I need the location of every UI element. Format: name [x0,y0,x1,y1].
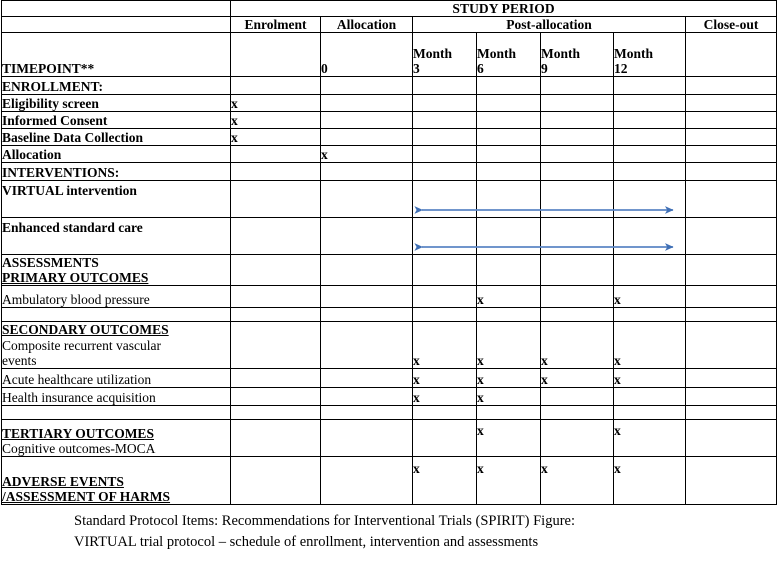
timepoint-month3-word: Month [413,46,453,61]
spacer-secondary-m6-cell [477,405,541,419]
mark-eligibility-screen-enrolment: x [231,95,321,112]
timepoint-month9-value: 9 [541,61,548,77]
mark-allocation-closeout [686,146,777,163]
mark-health-insurance-allocation [321,387,413,405]
mark-ambulatory-blood-pressure-m6: x [477,286,541,308]
mark-informed-consent-enrolment: x [231,112,321,129]
row-label-health-insurance-acquisition: Health insurance acquisition [2,387,231,405]
mark-cognitive-moca-closeout [686,419,777,456]
table-row-ambulatory-blood-pressure [2,286,777,308]
timepoint-allocation-cell [321,33,413,77]
section-heading-enrollment: ENROLLMENT: [2,77,231,95]
spacer-primary-closeout-cell [686,308,777,322]
row-label-ambulatory-blood-pressure: Ambulatory blood pressure [2,286,231,308]
table-row-interventions-heading [2,163,777,181]
timepoint-month12-cell [614,33,686,77]
interventions-heading-m3-cell [413,163,477,181]
virtual-intervention-m6-cell [477,181,541,218]
spacer-secondary-label-cell [2,405,231,419]
virtual-intervention-enrolment-cell [231,181,321,218]
spacer-secondary-closeout-cell [686,405,777,419]
row-label-allocation: Allocation [2,146,231,163]
mark-adverse-events-allocation [321,456,413,504]
period-header-allocation: Allocation [321,17,413,33]
row-label-secondary-outcomes-group [2,322,231,368]
period-header-close-out: Close-out [686,17,777,33]
virtual-intervention-m3-cell [413,181,477,218]
mark-baseline-data-collection-closeout [686,129,777,146]
timepoint-label: TIMEPOINT** [2,33,231,77]
spacer-primary-m12-cell [614,308,686,322]
table-row-spacer-after-secondary [2,405,777,419]
table-row-baseline-data-collection [2,129,777,146]
mark-allocation-m9 [541,146,614,163]
table-row-informed-consent [2,112,777,129]
mark-adverse-events-m6: x [477,456,541,504]
assessments-heading-m3-cell [413,255,477,286]
mark-acute-utilization-m6: x [477,368,541,387]
section-heading-interventions: INTERVENTIONS: [2,163,231,181]
mark-health-insurance-m3: x [413,387,477,405]
section-heading-primary-outcomes: PRIMARY OUTCOMES [2,270,149,286]
enhanced-standard-care-enrolment-cell [231,218,321,255]
mark-baseline-data-collection-enrolment: x [231,129,321,146]
table-row-acute-healthcare-utilization [2,368,777,387]
mark-acute-utilization-closeout [686,368,777,387]
row-label-informed-consent: Informed Consent [2,112,231,129]
assessments-heading-m12-cell [614,255,686,286]
row-label-enhanced-standard-care: Enhanced standard care [2,218,231,255]
mark-allocation-m6 [477,146,541,163]
row-label-composite-events-line1: Composite recurrent vascular [2,337,161,353]
assessments-heading-m6-cell [477,255,541,286]
period-header-enrolment: Enrolment [231,17,321,33]
spacer-primary-m3-cell [413,308,477,322]
assessments-heading-allocation-cell [321,255,413,286]
enrollment-heading-closeout-cell [686,77,777,95]
section-heading-tertiary-outcomes: TERTIARY OUTCOMES [2,425,154,441]
spacer-primary-m6-cell [477,308,541,322]
table-row-spacer-after-primary [2,308,777,322]
section-heading-adverse-events-line2: /ASSESSMENT OF HARMS [2,488,171,504]
table-row-eligibility-screen [2,95,777,112]
mark-cognitive-moca-allocation [321,419,413,456]
mark-ambulatory-blood-pressure-m3 [413,286,477,308]
mark-acute-utilization-m12: x [614,368,686,387]
mark-informed-consent-m12 [614,112,686,129]
mark-adverse-events-enrolment [231,456,321,504]
enhanced-standard-care-m12-cell [614,218,686,255]
virtual-intervention-closeout-cell [686,181,777,218]
mark-baseline-data-collection-allocation [321,129,413,146]
interventions-heading-enrolment-cell [231,163,321,181]
spacer-primary-m9-cell [541,308,614,322]
spacer-secondary-m12-cell [614,405,686,419]
spacer-secondary-allocation-cell [321,405,413,419]
corner-blank-cell [2,1,231,17]
mark-baseline-data-collection-m3 [413,129,477,146]
spirit-schedule-table [1,0,777,505]
enhanced-standard-care-m9-cell [541,218,614,255]
mark-cognitive-moca-m6: x [477,419,541,456]
virtual-intervention-m12-cell [614,181,686,218]
mark-informed-consent-m6 [477,112,541,129]
mark-cognitive-moca-m12: x [614,419,686,456]
enrollment-heading-m12-cell [614,77,686,95]
row-label-adverse-events-group [2,456,231,504]
mark-ambulatory-blood-pressure-enrolment [231,286,321,308]
assessments-heading-closeout-cell [686,255,777,286]
mark-eligibility-screen-m6 [477,95,541,112]
enrollment-heading-allocation-cell [321,77,413,95]
enhanced-standard-care-closeout-cell [686,218,777,255]
spacer-secondary-enrolment-cell [231,405,321,419]
timepoint-allocation-value: 0 [321,61,328,77]
mark-eligibility-screen-closeout [686,95,777,112]
spacer-primary-allocation-cell [321,308,413,322]
mark-health-insurance-m9 [541,387,614,405]
row-label-eligibility-screen: Eligibility screen [2,95,231,112]
mark-composite-events-m3: x [413,322,477,368]
figure-caption-line2: VIRTUAL trial protocol – schedule of enrollment, intervention and assessments [74,533,539,550]
enrollment-heading-m9-cell [541,77,614,95]
spacer-secondary-m3-cell [413,405,477,419]
row-label-baseline-data-collection: Baseline Data Collection [2,129,231,146]
mark-composite-events-m6: x [477,322,541,368]
mark-acute-utilization-enrolment [231,368,321,387]
mark-composite-events-m9: x [541,322,614,368]
table-row-assessments-heading [2,255,777,286]
row-label-virtual-intervention: VIRTUAL intervention [2,181,231,218]
table-row-adverse-events [2,456,777,504]
mark-health-insurance-m12 [614,387,686,405]
mark-informed-consent-allocation [321,112,413,129]
virtual-intervention-allocation-cell [321,181,413,218]
mark-eligibility-screen-m3 [413,95,477,112]
mark-composite-events-enrolment [231,322,321,368]
enrollment-heading-m3-cell [413,77,477,95]
mark-ambulatory-blood-pressure-m12: x [614,286,686,308]
mark-eligibility-screen-m12 [614,95,686,112]
mark-health-insurance-closeout [686,387,777,405]
timepoint-month3-value: 3 [413,61,420,77]
enhanced-standard-care-allocation-cell [321,218,413,255]
mark-eligibility-screen-m9 [541,95,614,112]
mark-composite-events-closeout [686,322,777,368]
periods-blank-cell [2,17,231,33]
table-row-health-insurance-acquisition [2,387,777,405]
enrollment-heading-enrolment-cell [231,77,321,95]
section-heading-secondary-outcomes: SECONDARY OUTCOMES [2,322,169,338]
mark-cognitive-moca-m9 [541,419,614,456]
row-label-cognitive-outcomes-moca: Cognitive outcomes-MOCA [2,440,156,456]
mark-ambulatory-blood-pressure-allocation [321,286,413,308]
timepoint-month6-word: Month [477,46,517,61]
mark-acute-utilization-m9: x [541,368,614,387]
mark-baseline-data-collection-m9 [541,129,614,146]
mark-acute-utilization-m3: x [413,368,477,387]
table-row-study-period [2,1,777,17]
table-row-enhanced-standard-care [2,218,777,255]
timepoint-month9-word: Month [541,46,581,61]
timepoint-month12-word: Month [614,46,654,61]
mark-acute-utilization-allocation [321,368,413,387]
mark-cognitive-moca-m3 [413,419,477,456]
interventions-heading-allocation-cell [321,163,413,181]
spacer-primary-label-cell [2,308,231,322]
virtual-intervention-m9-cell [541,181,614,218]
mark-adverse-events-closeout [686,456,777,504]
table-row-virtual-intervention [2,181,777,218]
row-label-acute-healthcare-utilization: Acute healthcare utilization [2,368,231,387]
mark-allocation-m12 [614,146,686,163]
mark-eligibility-screen-allocation [321,95,413,112]
assessments-heading-m9-cell [541,255,614,286]
study-period-header: STUDY PERIOD [231,1,777,17]
interventions-heading-m9-cell [541,163,614,181]
timepoint-closeout-cell [686,33,777,77]
spacer-secondary-m9-cell [541,405,614,419]
mark-adverse-events-m9: x [541,456,614,504]
section-heading-adverse-events-line1: ADVERSE EVENTS [2,473,124,489]
mark-informed-consent-m3 [413,112,477,129]
section-heading-assessments: ASSESSMENTS [2,255,99,271]
row-label-tertiary-outcomes-group [2,419,231,456]
interventions-heading-m6-cell [477,163,541,181]
mark-composite-events-allocation [321,322,413,368]
mark-ambulatory-blood-pressure-m9 [541,286,614,308]
enhanced-standard-care-m6-cell [477,218,541,255]
mark-allocation-enrolment [231,146,321,163]
table-row-allocation [2,146,777,163]
timepoint-enrolment-cell [231,33,321,77]
timepoint-month6-value: 6 [477,61,484,77]
timepoint-month12-value: 12 [614,61,628,77]
section-heading-assessments-primary [2,255,231,286]
mark-cognitive-moca-enrolment [231,419,321,456]
mark-informed-consent-m9 [541,112,614,129]
row-label-composite-events-line2: events [2,352,37,368]
mark-health-insurance-m6: x [477,387,541,405]
timepoint-month6-cell [477,33,541,77]
table-row-composite-recurrent-vascular-events [2,322,777,368]
table-row-enrollment-heading [2,77,777,95]
table-row-timepoint [2,33,777,77]
enrollment-heading-m6-cell [477,77,541,95]
table-row-periods [2,17,777,33]
mark-adverse-events-m3: x [413,456,477,504]
enhanced-standard-care-m3-cell [413,218,477,255]
mark-informed-consent-closeout [686,112,777,129]
figure-caption [0,511,778,553]
mark-allocation-allocation: x [321,146,413,163]
mark-composite-events-m12: x [614,322,686,368]
period-header-post-allocation: Post-allocation [413,17,686,33]
spacer-primary-enrolment-cell [231,308,321,322]
mark-health-insurance-enrolment [231,387,321,405]
assessments-heading-enrolment-cell [231,255,321,286]
interventions-heading-m12-cell [614,163,686,181]
mark-adverse-events-m12: x [614,456,686,504]
mark-allocation-m3 [413,146,477,163]
mark-baseline-data-collection-m12 [614,129,686,146]
mark-ambulatory-blood-pressure-closeout [686,286,777,308]
mark-baseline-data-collection-m6 [477,129,541,146]
timepoint-month3-cell [413,33,477,77]
interventions-heading-closeout-cell [686,163,777,181]
table-row-cognitive-outcomes-moca [2,419,777,456]
timepoint-month9-cell [541,33,614,77]
figure-caption-line1: Standard Protocol Items: Recommendations for Interventional Trials (SPIRIT) Figure: [74,512,575,529]
